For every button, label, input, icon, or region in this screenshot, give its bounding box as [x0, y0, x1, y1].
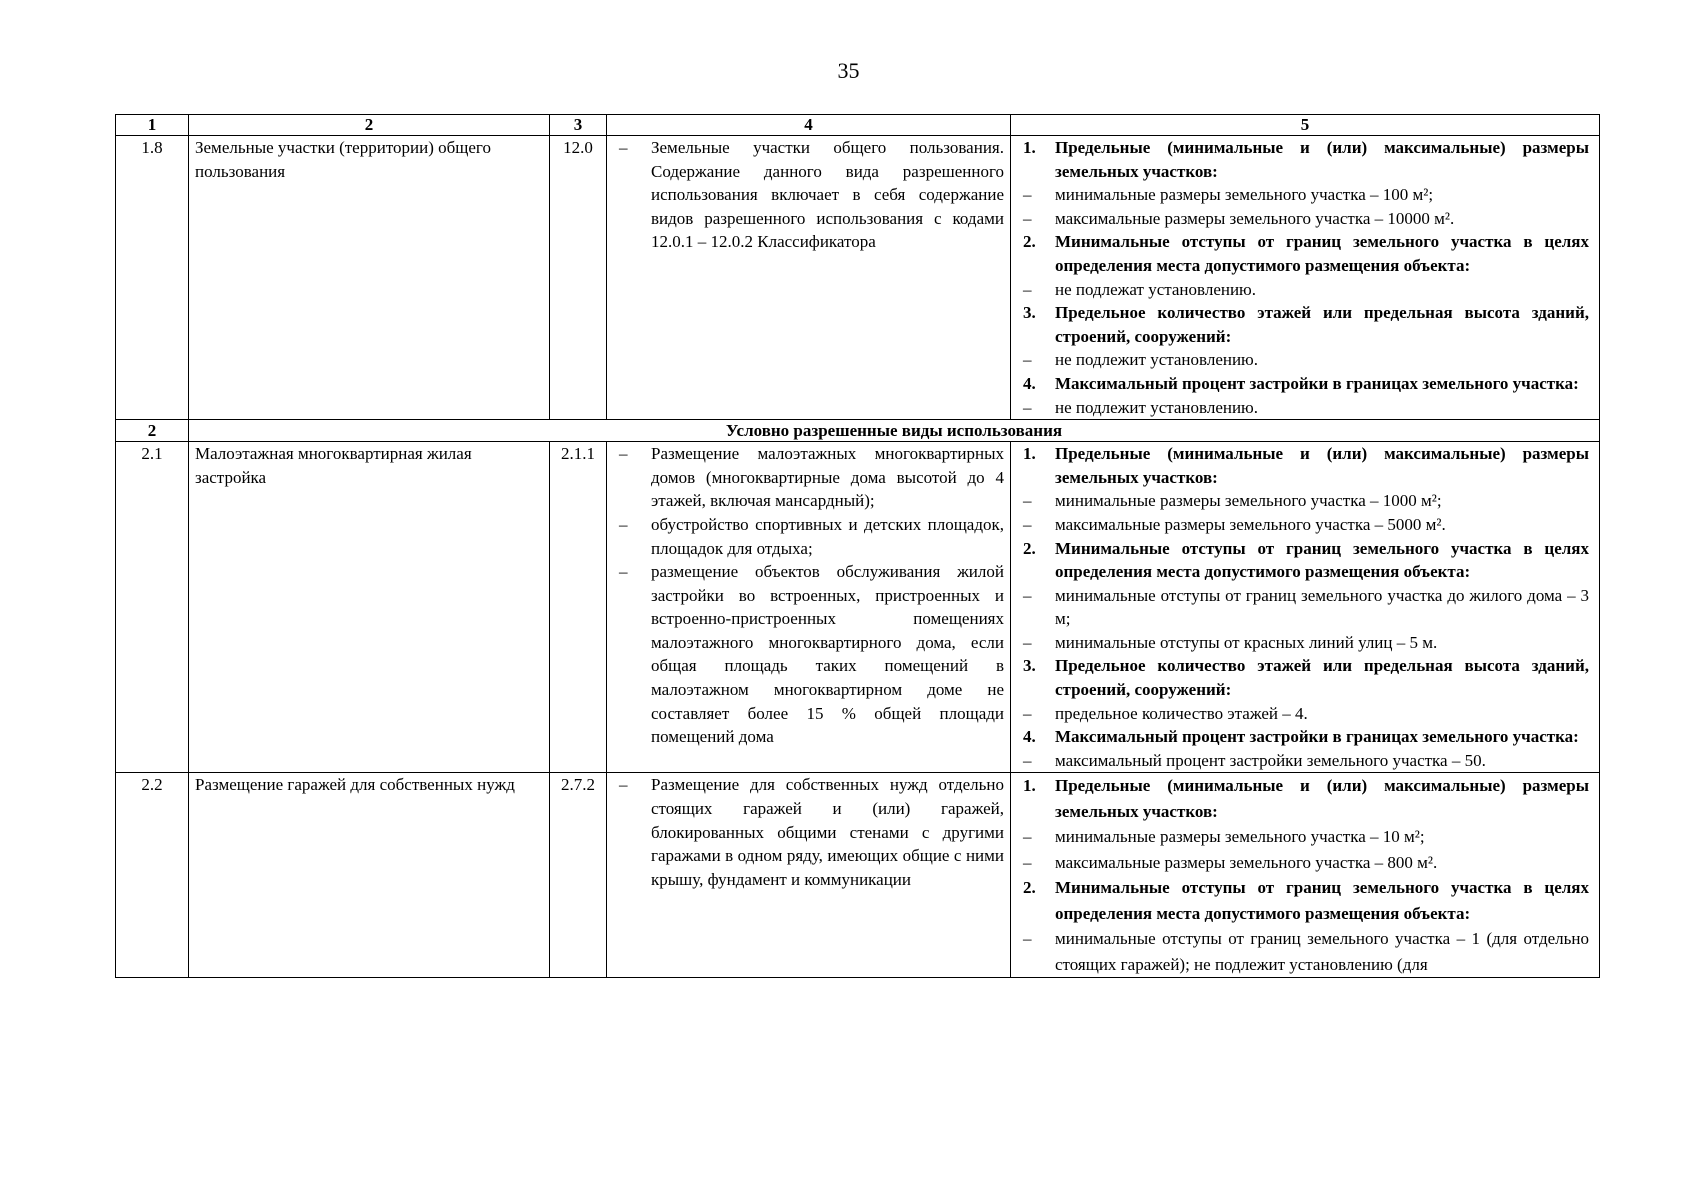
classifier-code: 2.7.2	[550, 773, 607, 978]
header-cell: 4	[607, 115, 1011, 136]
param-heading: 1. Предельные (минимальные и (или) максимальные) размеры земельных участков:	[1023, 776, 1589, 821]
parameters-cell	[1011, 442, 1600, 773]
param-heading: 4. Максимальный процент застройки в границах земельного участка:	[1023, 727, 1579, 747]
list-item: – размещение объектов обслуживания жилой застройки во встроенных, пристроенных и встроенно-пристроенных помещениях малоэтажного многоквартирного дома, если общая площадь таких помещений в малоэтажном многоквартирном доме не составляет более 15 % общей площади помещений дома	[619, 562, 1004, 747]
use-type-name: Малоэтажная многоквартирная жилая застройка	[189, 442, 550, 773]
table-header-row	[116, 115, 1600, 136]
use-description	[607, 136, 1011, 420]
header-cell: 5	[1011, 115, 1600, 136]
param-heading: 2. Минимальные отступы от границ земельного участка в целях определения места допустимого размещения объекта:	[1023, 878, 1589, 923]
list-item: – обустройство спортивных и детских площадок, площадок для отдыха;	[619, 514, 1004, 558]
list-item: – Размещение для собственных нужд отдельно стоящих гаражей и (или) гаражей, блокированных общими стенами с другими гаражами в одном ряду, имеющих общие с ними крышу, фундамент и коммуникации	[619, 775, 1004, 889]
table-row	[116, 136, 1600, 420]
classifier-code: 2.1.1	[550, 442, 607, 773]
param-heading: 3. Предельное количество этажей или предельная высота зданий, строений, сооружений:	[1023, 303, 1589, 346]
param-item: – максимальный процент застройки земельного участка – 50.	[1023, 750, 1486, 770]
param-item: – не подлежат установлению.	[1023, 279, 1257, 299]
section-title: Условно разрешенные виды использования	[189, 420, 1600, 442]
param-item: – минимальные размеры земельного участка – 10 м²;	[1023, 827, 1425, 847]
table-row	[116, 442, 1600, 773]
row-number: 2.2	[116, 773, 189, 978]
param-heading: 3. Предельное количество этажей или предельная высота зданий, строений, сооружений:	[1023, 656, 1589, 700]
param-item: – минимальные отступы от красных линий улиц – 5 м.	[1023, 632, 1438, 652]
list-item: – Размещение малоэтажных многоквартирных домов (многоквартирные дома высотой до 4 этажей, включая мансардный);	[619, 444, 1004, 511]
list-item: – Земельные участки общего пользования. Содержание данного вида разрешенного использования включает в себя содержание видов разрешенного использования с кодами 12.0.1 – 12.0.2 Классификатора	[619, 138, 1004, 252]
param-item: – минимальные размеры земельного участка – 100 м²;	[1023, 185, 1434, 205]
row-number: 2.1	[116, 442, 189, 773]
param-item: – не подлежит установлению.	[1023, 397, 1259, 417]
section-row	[116, 420, 1600, 442]
table-row	[116, 773, 1600, 978]
header-cell: 1	[116, 115, 189, 136]
use-description	[607, 773, 1011, 978]
param-heading: 1. Предельные (минимальные и (или) максимальные) размеры земельных участков:	[1023, 138, 1589, 181]
page-number: 35	[837, 58, 860, 83]
section-number: 2	[116, 420, 189, 442]
parameters-cell	[1011, 773, 1600, 978]
param-item: – максимальные размеры земельного участка – 5000 м².	[1023, 514, 1446, 534]
classifier-code: 12.0	[550, 136, 607, 420]
param-heading: 4. Максимальный процент застройки в границах земельного участка:	[1023, 373, 1579, 393]
use-type-name: Размещение гаражей для собственных нужд	[189, 773, 550, 978]
param-item: – не подлежит установлению.	[1023, 350, 1259, 370]
use-description	[607, 442, 1011, 773]
header-cell: 3	[550, 115, 607, 136]
param-item: – минимальные отступы от границ земельного участка – 1 (для отдельно стоящих гаражей); не подлежит установлению (для	[1023, 929, 1589, 974]
use-type-name: Земельные участки (территории) общего пользования	[189, 136, 550, 420]
param-item: – предельное количество этажей – 4.	[1023, 703, 1308, 723]
row-number: 1.8	[116, 136, 189, 420]
param-item: – минимальные размеры земельного участка – 1000 м²;	[1023, 491, 1442, 511]
param-item: – максимальные размеры земельного участка – 800 м².	[1023, 852, 1438, 872]
zoning-table	[115, 114, 1600, 978]
parameters-cell	[1011, 136, 1600, 420]
param-item: – максимальные размеры земельного участка – 10000 м².	[1023, 208, 1455, 228]
param-item: – минимальные отступы от границ земельного участка до жилого дома – 3 м;	[1023, 585, 1589, 629]
param-heading: 1. Предельные (минимальные и (или) максимальные) размеры земельных участков:	[1023, 444, 1589, 487]
param-heading: 2. Минимальные отступы от границ земельного участка в целях определения места допустимого размещения объекта:	[1023, 538, 1589, 582]
header-cell: 2	[189, 115, 550, 136]
param-heading: 2. Минимальные отступы от границ земельного участка в целях определения места допустимого размещения объекта:	[1023, 232, 1589, 275]
